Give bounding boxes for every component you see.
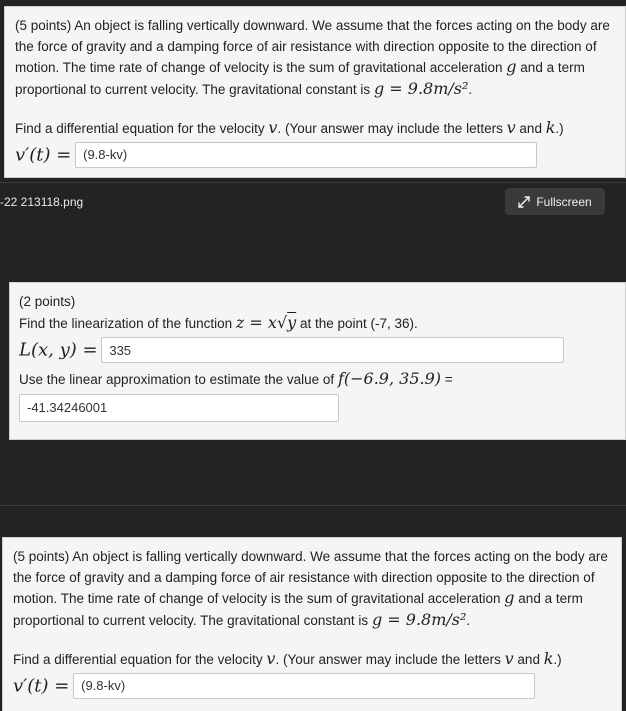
var-v-2: v [506, 118, 516, 137]
approximation-answer-input[interactable]: -41.34246001 [19, 394, 339, 422]
and-text: and [519, 121, 542, 136]
equals-sign: = [444, 372, 453, 387]
answer-label: v′(t) = [15, 144, 72, 165]
var-g: g [504, 588, 515, 607]
problem-panel-bottom [2, 537, 622, 711]
prompt-text-2: Use the linear approximation to estimate the value of [19, 372, 335, 387]
gravity-value: g = 9.8m/s² [371, 609, 467, 629]
linearization-answer-row [19, 337, 616, 363]
close-paren: .) [553, 652, 562, 667]
find-instruction [13, 649, 611, 671]
points-label: (5 points) [15, 18, 72, 33]
problem-text: An object is falling vertically downward. We assume that the forces acting on the body are the force of gravity and a damping force of air resistance with direction opposite to the direction of motion. The time rate of change of velocity is the sum of gravitational acceleration [15, 18, 610, 75]
var-v-2: v [504, 649, 514, 668]
find-text: Find a differential equation for the velocity [13, 652, 263, 667]
linearization-answer-input[interactable]: 335 [101, 337, 564, 363]
var-g: g [506, 57, 517, 76]
points-label: (5 points) [13, 549, 70, 564]
period: . [466, 612, 471, 628]
problem-panel-top [4, 6, 626, 178]
approximation-answer-row [19, 394, 616, 422]
period: . [468, 81, 473, 97]
problem-statement [15, 16, 615, 100]
find-suffix: . (Your answer may include the letters [277, 121, 503, 136]
answer-label: L(x, y) = [19, 339, 98, 361]
filename-label: -22 213118.png [0, 195, 84, 209]
and-text: and [517, 652, 540, 667]
separator [0, 182, 626, 183]
fullscreen-label: Fullscreen [536, 194, 592, 209]
var-k: k [545, 118, 556, 137]
approximation-prompt [19, 369, 616, 391]
gravity-value: g = 9.8m/s² [373, 78, 469, 98]
expand-icon [518, 196, 530, 208]
find-text: Find a differential equation for the velocity [15, 121, 265, 136]
function-radicand: y [287, 312, 297, 332]
problem-text: An object is falling vertically downward. We assume that the forces acting on the body are the force of gravity and a damping force of air resistance with direction opposite to the direction of motion. The time rate of change of velocity is the sum of gravitational acceleration [13, 549, 608, 606]
sqrt-symbol: √ [276, 312, 288, 332]
answer-row [15, 142, 615, 168]
answer-row [13, 673, 611, 699]
problem-statement [13, 547, 611, 631]
var-k: k [543, 649, 554, 668]
velocity-answer-input[interactable]: (9.8-kv) [73, 673, 535, 699]
separator [0, 505, 626, 506]
problem-text-2: and a term proportional to current velocity. The gravitational constant is [15, 60, 585, 97]
velocity-answer-input[interactable]: (9.8-kv) [75, 142, 537, 168]
var-v: v [268, 118, 278, 137]
find-instruction [15, 118, 615, 140]
fullscreen-button[interactable] [505, 188, 605, 215]
linearization-prompt [19, 313, 616, 335]
close-paren: .) [555, 121, 564, 136]
problem-text-2: and a term proportional to current velocity. The gravitational constant is [13, 591, 583, 628]
find-suffix: . (Your answer may include the letters [275, 652, 501, 667]
function-lhs: z = x [235, 312, 277, 332]
function-expression: f(−6.9, 35.9) [337, 369, 442, 388]
answer-label: v′(t) = [13, 675, 70, 696]
prompt-text: Find the linearization of the function [19, 315, 233, 331]
points-label: (2 points) [19, 294, 76, 309]
prompt-suffix: at the point (-7, 36). [299, 315, 418, 331]
var-v: v [266, 649, 276, 668]
problem-panel-middle [9, 282, 626, 440]
